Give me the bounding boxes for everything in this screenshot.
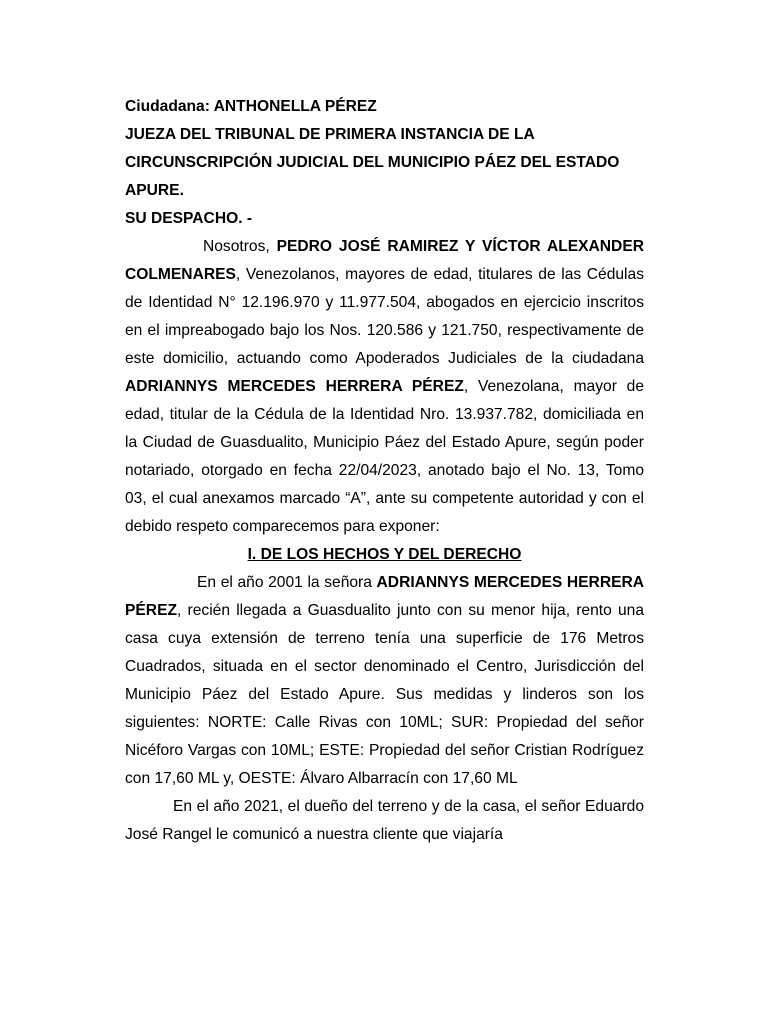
client-name: ADRIANNYS MERCEDES HERRERA PÉREZ: [125, 378, 464, 395]
court-name: JUEZA DEL TRIBUNAL DE PRIMERA INSTANCIA DE LA CIRCUNSCRIPCIÓN JUDICIAL DEL MUNICIPIO PÁEZ DEL ESTADO APURE.: [125, 126, 620, 199]
section-title: I. DE LOS HECHOS Y DEL DERECHO: [247, 546, 522, 563]
facts-client-name: ADRIANNYS MERCEDES HERRERA PÉREZ: [125, 574, 645, 619]
intro-text-2: , Venezolanos, mayores de edad, titulares de las Cédulas de Identidad N° 12.196.970 y 11.977.504, abogados en ejercicio inscritos en el impreabogado bajo los Nos. 120.586 y 121.750, respectivamente de este domicilio, actuando como Apoderados Judiciales de la ciudadana: [125, 266, 644, 367]
intro-paragraph: [125, 233, 644, 541]
facts-paragraph-1: [125, 569, 644, 793]
addressee-line: Ciudadana: ANTHONELLA PÉREZ: [125, 98, 377, 115]
intro-text-3: , Venezolana, mayor de edad, titular de la Cédula de la Identidad Nro. 13.937.782, domiciliada en la Ciudad de Guasdualito, Municipio Páez del Estado Apure, según poder notariado, otorgado en fecha 22/04/2023, anotado bajo el No. 13, Tomo 03, el cual anexamos marcado “A”, ante su competente autoridad y con el debido respeto comparecemos para exponer:: [125, 378, 644, 535]
intro-text-1: Nosotros,: [203, 238, 277, 255]
attorneys-names: PEDRO JOSÉ RAMIREZ Y VÍCTOR ALEXANDER COLMENARES: [125, 238, 644, 283]
office-line: SU DESPACHO. -: [125, 210, 253, 227]
facts-text-2: , recién llegada a Guasdualito junto con su menor hija, rento una casa cuya extensión de terreno tenía una superficie de 176 Metros Cuadrados, situada en el sector denominado el Centro, Jurisdicción del Municipio Páez del Estado Apure. Sus medidas y linderos son los siguientes: NORTE: Calle Rivas con 10ML; SUR: Propiedad del señor Nicéforo Vargas con 10ML; ESTE: Propiedad del señor Cristian Rodríguez con 17,60 ML y, OESTE: Álvaro Albarracín con 17,60 ML: [125, 602, 644, 787]
facts-text-1: En el año 2001 la señora: [197, 574, 377, 591]
facts-paragraph-2: En el año 2021, el dueño del terreno y de la casa, el señor Eduardo José Rangel le comunicó a nuestra cliente que viajaría: [125, 798, 644, 843]
